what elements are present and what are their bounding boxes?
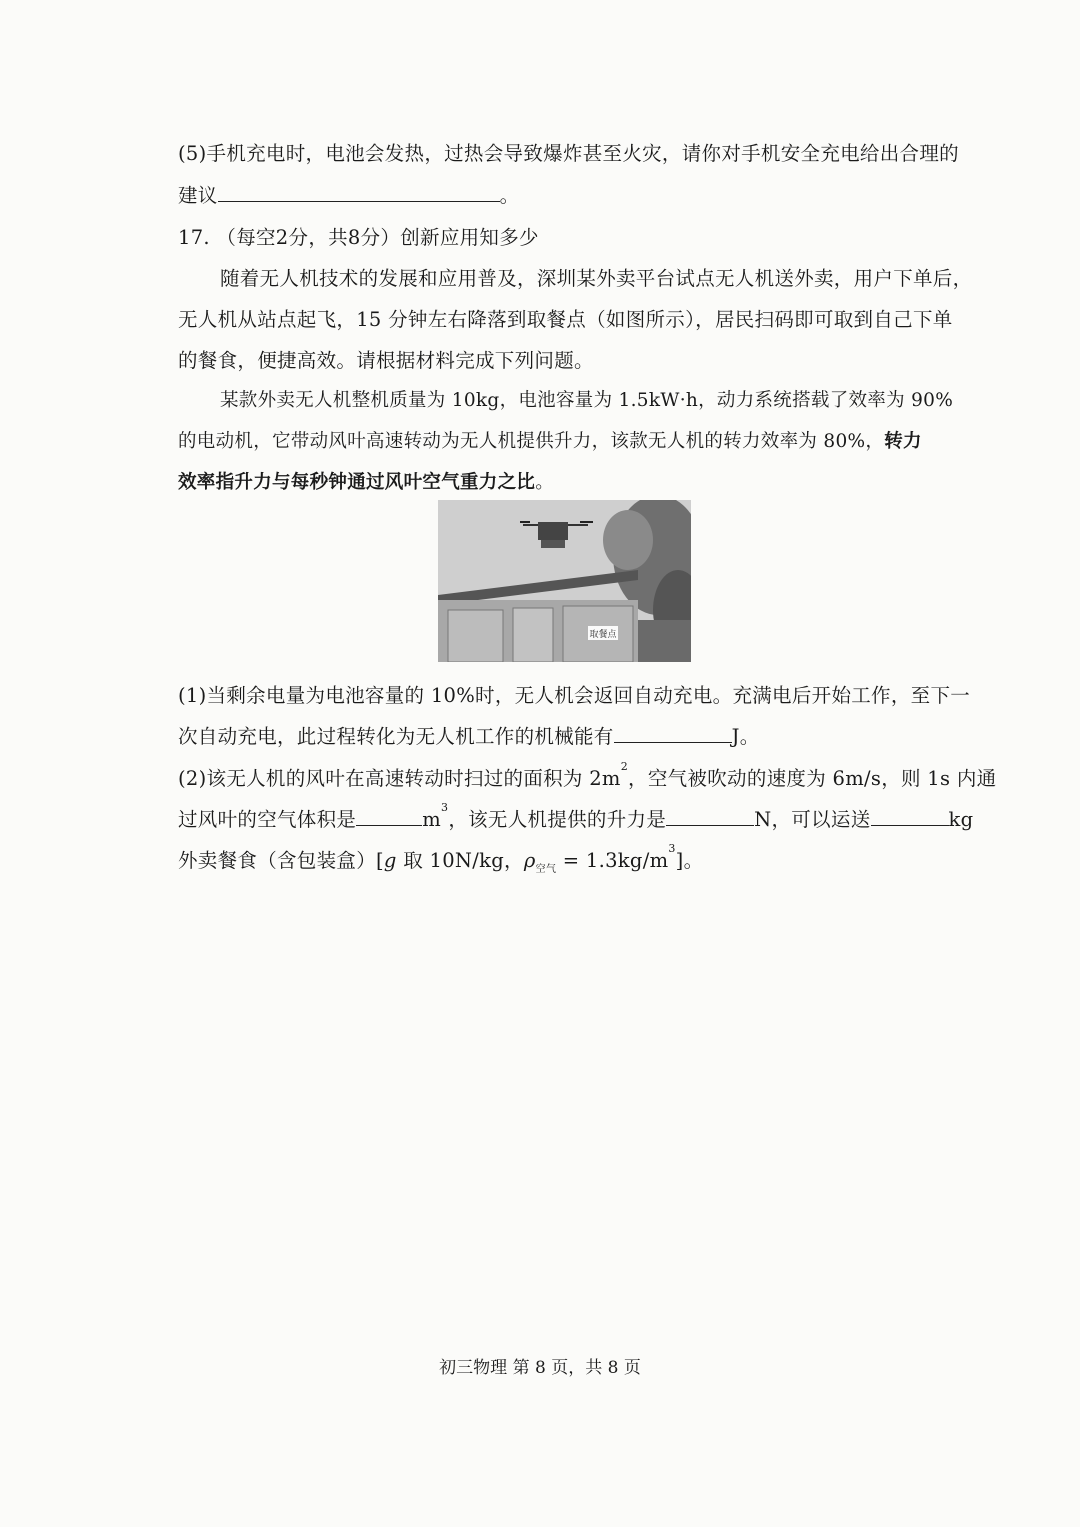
pickup-sign: 取餐点 <box>589 630 617 640</box>
superscript-3b: 3 <box>668 842 676 855</box>
q17-part2-line3-c: = 1.3kg/m <box>556 849 669 872</box>
q17-part2-text-d: N，可以运送 <box>754 808 871 831</box>
q17-part1-line1: (1)当剩余电量为电池容量的 10%时，无人机会返回自动充电。充满电后开始工作，至下一 <box>178 684 971 707</box>
q16-item5-prefix: 建议 <box>178 184 218 207</box>
q17-part2-volume-blank[interactable] <box>356 807 422 826</box>
q17-material-line2-bold: 转力 <box>884 431 922 452</box>
q17-part2-line3-b: 取 10N/kg， <box>396 849 524 872</box>
q17-part1-suffix: J。 <box>731 725 760 748</box>
superscript-2: 2 <box>620 760 629 773</box>
q17-part1-prefix: 次自动充电，此过程转化为无人机工作的机械能有 <box>178 725 614 748</box>
q17-part2-text-b: m <box>422 808 441 831</box>
density-symbol: ρ <box>523 849 536 872</box>
q16-item5-answer-blank[interactable] <box>218 183 500 202</box>
q17-intro-line3: 的餐食，便捷高效。请根据材料完成下列问题。 <box>178 349 594 372</box>
q16-item5-line1: (5)手机充电时，电池会发热，过热会导致爆炸甚至火灾，请你对手机安全充电给出合理的 <box>178 142 959 165</box>
q17-material-line3-bold: 效率指升力与每秒钟通过风叶空气重力之比 <box>178 472 536 493</box>
q16-item5-suffix: 。 <box>499 184 520 207</box>
q17-part2-line1-prefix: (2)该无人机的风叶在高速转动时扫过的面积为 2m <box>178 767 621 790</box>
q17-part2-mass-blank[interactable] <box>871 807 949 826</box>
q17-part2-lift-blank[interactable] <box>666 807 754 826</box>
gravity-symbol: g <box>383 849 397 872</box>
drone-scene-illustration <box>438 500 691 662</box>
q17-material-line1: 某款外卖无人机整机质量为 10kg，电池容量为 1.5kW·h，动力系统搭载了效率为 90% <box>220 390 954 411</box>
q17-part2-line1-suffix: ，空气被吹动的速度为 6m/s，则 1s 内通 <box>628 767 997 790</box>
drone-delivery-photo <box>438 500 691 662</box>
q17-part2-text-a: 过风叶的空气体积是 <box>178 808 357 831</box>
q17-part1-line2 <box>178 721 760 749</box>
q17-part2-text-e: kg <box>948 808 974 831</box>
q17-part1-answer-blank[interactable] <box>614 724 732 743</box>
q16-item5-line2 <box>178 180 519 208</box>
page-footer: 初三物理 第 8 页，共 8 页 <box>439 1358 641 1378</box>
superscript-3: 3 <box>441 801 449 814</box>
density-subscript: 空气 <box>535 863 557 875</box>
q17-part2-line1 <box>178 760 997 791</box>
q17-intro-line1: 随着无人机技术的发展和应用普及，深圳某外卖平台试点无人机送外卖，用户下单后， <box>220 267 973 290</box>
q17-part2-line3 <box>178 842 704 875</box>
q17-material-line2-text: 的电动机，它带动风叶高速转动为无人机提供升力，该款无人机的转力效率为 80%， <box>178 431 885 452</box>
q17-part2-text-c: ，该无人机提供的升力是 <box>448 808 667 831</box>
q17-material-line3-end: 。 <box>535 472 555 493</box>
q17-intro-line2: 无人机从站点起飞，15 分钟左右降落到取餐点（如图所示），居民扫码即可取到自己下单 <box>178 308 953 331</box>
q17-part2-line3-a: 外卖餐食（含包装盒）[ <box>178 849 384 872</box>
q17-part2-line3-d: ]。 <box>675 849 704 872</box>
q17-header: 17. （每空2分，共8分）创新应用知多少 <box>178 226 539 249</box>
q17-material-line3 <box>178 468 554 494</box>
q17-material-line2 <box>178 427 922 453</box>
q17-part2-line2 <box>178 801 974 832</box>
